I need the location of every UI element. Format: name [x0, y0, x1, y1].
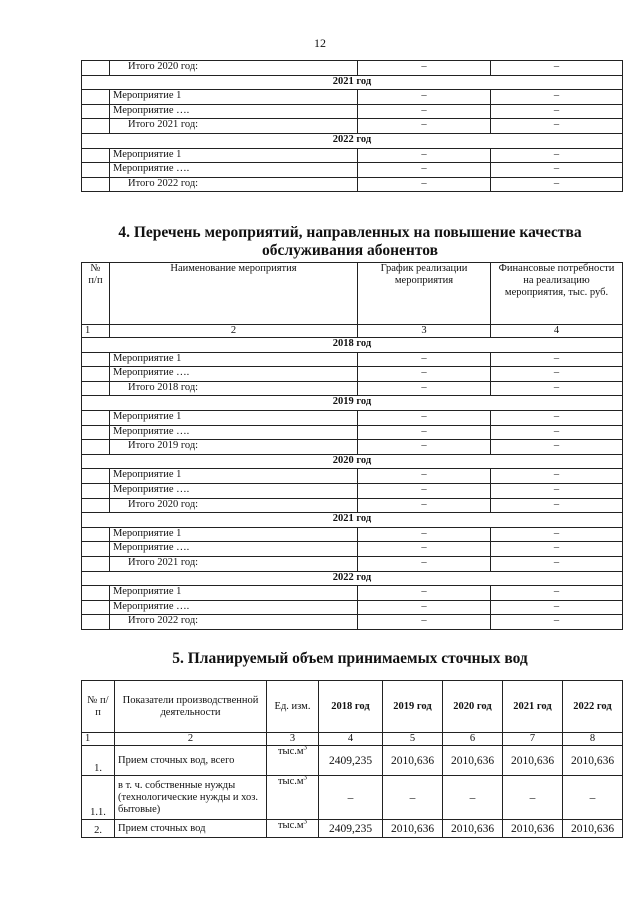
finance-value: – [491, 410, 623, 425]
measure-label: Мероприятие 1 [110, 527, 358, 542]
total-label: Итого 2020 год: [110, 61, 358, 76]
num-cell [82, 527, 110, 542]
col-number: 2 [115, 733, 267, 746]
indicator-label: в т. ч. собственные нужды (технологические нужды и хоз. бытовые) [115, 776, 267, 820]
indicator-row [82, 746, 623, 776]
header-year: 2020 год [443, 681, 503, 733]
header-num: № п/п [82, 681, 115, 733]
header-indicator: Показатели производственной деятельности [115, 681, 267, 733]
schedule-value: – [358, 556, 491, 571]
measure-label: Мероприятие 1 [110, 148, 358, 163]
year-value: 2409,235 [319, 746, 383, 776]
measure-row [82, 90, 623, 105]
year-row [82, 571, 623, 586]
total-label: Итого 2020 год: [110, 498, 358, 513]
year-row [82, 338, 623, 353]
header-year: 2021 год [503, 681, 563, 733]
finance-value: – [491, 148, 623, 163]
finance-value: – [491, 469, 623, 484]
measure-label: Мероприятие …. [110, 367, 358, 382]
schedule-value: – [358, 381, 491, 396]
num-cell [82, 163, 110, 178]
total-row [82, 61, 623, 76]
total-row [82, 615, 623, 630]
num-cell [82, 90, 110, 105]
year-value: 2010,636 [503, 746, 563, 776]
num-cell [82, 61, 110, 76]
schedule-value: – [358, 104, 491, 119]
finance-value: – [491, 542, 623, 557]
schedule-value: – [358, 600, 491, 615]
measure-row [82, 352, 623, 367]
num-cell [82, 498, 110, 513]
finance-value: – [491, 367, 623, 382]
finance-value: – [491, 381, 623, 396]
schedule-value: – [358, 615, 491, 630]
measure-label: Мероприятие …. [110, 483, 358, 498]
measure-row [82, 163, 623, 178]
measure-label: Мероприятие …. [110, 600, 358, 615]
unit-superscript: 3 [303, 819, 308, 826]
indicator-label: Прием сточных вод [115, 820, 267, 838]
column-numbers-row [82, 325, 623, 338]
year-value: 2010,636 [443, 746, 503, 776]
row-num: 1. [82, 746, 115, 776]
header-year: 2018 год [319, 681, 383, 733]
year-label: 2022 год [82, 133, 623, 148]
year-label: 2021 год [82, 75, 623, 90]
finance-value: – [491, 600, 623, 615]
num-cell [82, 469, 110, 484]
continued-measures-table [81, 60, 623, 192]
col-number: 1 [82, 733, 115, 746]
header-row [82, 263, 623, 325]
schedule-value: – [358, 90, 491, 105]
col-number: 6 [443, 733, 503, 746]
total-label: Итого 2022 год: [110, 615, 358, 630]
year-row [82, 454, 623, 469]
year-value: – [319, 776, 383, 820]
total-row [82, 119, 623, 134]
finance-value: – [491, 483, 623, 498]
num-cell [82, 556, 110, 571]
page-number: 12 [314, 36, 326, 50]
finance-value: – [491, 527, 623, 542]
num-cell [82, 440, 110, 455]
col-number: 4 [491, 325, 623, 338]
total-label: Итого 2022 год: [110, 177, 358, 192]
year-label: 2020 год [82, 454, 623, 469]
customer-service-measures-table [81, 262, 623, 630]
schedule-value: – [358, 498, 491, 513]
row-num: 2. [82, 820, 115, 838]
col-number: 3 [267, 733, 319, 746]
num-cell [82, 586, 110, 601]
finance-value: – [491, 177, 623, 192]
col-number: 4 [319, 733, 383, 746]
year-row [82, 396, 623, 411]
finance-value: – [491, 352, 623, 367]
year-row [82, 75, 623, 90]
measure-row [82, 410, 623, 425]
schedule-value: – [358, 177, 491, 192]
measure-row [82, 483, 623, 498]
finance-value: – [491, 163, 623, 178]
num-cell [82, 177, 110, 192]
year-value: 2010,636 [503, 820, 563, 838]
header-unit: Ед. изм. [267, 681, 319, 733]
unit-text: тыс.м [277, 776, 304, 787]
year-label: 2022 год [82, 571, 623, 586]
total-row [82, 177, 623, 192]
indicator-row [82, 776, 623, 820]
schedule-value: – [358, 469, 491, 484]
finance-value: – [491, 119, 623, 134]
col-number: 3 [358, 325, 491, 338]
measure-row [82, 542, 623, 557]
wastewater-volume-table [81, 680, 623, 838]
col-number: 1 [82, 325, 110, 338]
num-cell [82, 104, 110, 119]
schedule-value: – [358, 163, 491, 178]
schedule-value: – [358, 352, 491, 367]
num-cell [82, 410, 110, 425]
total-row [82, 381, 623, 396]
measure-row [82, 600, 623, 615]
finance-value: – [491, 425, 623, 440]
col-number: 8 [563, 733, 623, 746]
schedule-value: – [358, 483, 491, 498]
section4-title [60, 224, 640, 260]
measure-label: Мероприятие …. [110, 425, 358, 440]
year-value: 2010,636 [563, 820, 623, 838]
column-numbers-row [82, 733, 623, 746]
section4-title-line1: 4. Перечень мероприятий, направленных на повышение качества [118, 224, 582, 241]
year-value: 2010,636 [383, 746, 443, 776]
measure-label: Мероприятие 1 [110, 469, 358, 484]
measure-label: Мероприятие 1 [110, 410, 358, 425]
year-value: – [443, 776, 503, 820]
finance-value: – [491, 90, 623, 105]
measure-label: Мероприятие …. [110, 542, 358, 557]
measure-label: Мероприятие …. [110, 163, 358, 178]
num-cell [82, 148, 110, 163]
measure-label: Мероприятие 1 [110, 586, 358, 601]
year-value: – [383, 776, 443, 820]
measure-label: Мероприятие …. [110, 104, 358, 119]
finance-value: – [491, 615, 623, 630]
unit-cell [267, 776, 319, 820]
header-finance: Финансовые потребности на реализацию мероприятия, тыс. руб. [491, 263, 623, 325]
measure-label: Мероприятие 1 [110, 352, 358, 367]
header-schedule: График реализации мероприятия [358, 263, 491, 325]
schedule-value: – [358, 542, 491, 557]
schedule-value: – [358, 119, 491, 134]
year-label: 2019 год [82, 396, 623, 411]
measure-label: Мероприятие 1 [110, 90, 358, 105]
schedule-value: – [358, 367, 491, 382]
unit-cell [267, 820, 319, 838]
measure-row [82, 104, 623, 119]
measure-row [82, 425, 623, 440]
schedule-value: – [358, 527, 491, 542]
total-label: Итого 2021 год: [110, 556, 358, 571]
col-number: 5 [383, 733, 443, 746]
num-cell [82, 119, 110, 134]
year-value: 2409,235 [319, 820, 383, 838]
year-row [82, 513, 623, 528]
col-number: 2 [110, 325, 358, 338]
year-value: 2010,636 [563, 746, 623, 776]
schedule-value: – [358, 440, 491, 455]
measure-row [82, 469, 623, 484]
num-cell [82, 483, 110, 498]
year-value: 2010,636 [443, 820, 503, 838]
num-cell [82, 381, 110, 396]
schedule-value: – [358, 425, 491, 440]
measure-row [82, 586, 623, 601]
measure-row [82, 527, 623, 542]
year-value: 2010,636 [383, 820, 443, 838]
row-num: 1.1. [82, 776, 115, 820]
finance-value: – [491, 61, 623, 76]
num-cell [82, 352, 110, 367]
unit-superscript: 3 [303, 775, 308, 782]
header-year: 2019 год [383, 681, 443, 733]
total-row [82, 556, 623, 571]
total-label: Итого 2021 год: [110, 119, 358, 134]
year-value: – [503, 776, 563, 820]
header-row [82, 681, 623, 733]
num-cell [82, 367, 110, 382]
schedule-value: – [358, 586, 491, 601]
finance-value: – [491, 556, 623, 571]
header-name: Наименование мероприятия [110, 263, 358, 325]
num-cell [82, 425, 110, 440]
finance-value: – [491, 498, 623, 513]
measure-row [82, 148, 623, 163]
indicator-label: Прием сточных вод, всего [115, 746, 267, 776]
total-label: Итого 2019 год: [110, 440, 358, 455]
finance-value: – [491, 104, 623, 119]
section5-title: 5. Планируемый объем принимаемых сточных вод [172, 650, 528, 667]
header-year: 2022 год [563, 681, 623, 733]
year-label: 2018 год [82, 338, 623, 353]
finance-value: – [491, 586, 623, 601]
indicator-row [82, 820, 623, 838]
schedule-value: – [358, 61, 491, 76]
header-num: № п/п [82, 263, 110, 325]
measure-row [82, 367, 623, 382]
num-cell [82, 542, 110, 557]
total-label: Итого 2018 год: [110, 381, 358, 396]
year-value: – [563, 776, 623, 820]
section4-title-line2: обслуживания абонентов [262, 242, 438, 259]
num-cell [82, 615, 110, 630]
total-row [82, 440, 623, 455]
unit-cell [267, 746, 319, 776]
schedule-value: – [358, 410, 491, 425]
total-row [82, 498, 623, 513]
unit-text: тыс.м [277, 746, 304, 757]
schedule-value: – [358, 148, 491, 163]
unit-superscript: 3 [303, 745, 308, 752]
year-row [82, 133, 623, 148]
year-label: 2021 год [82, 513, 623, 528]
col-number: 7 [503, 733, 563, 746]
num-cell [82, 600, 110, 615]
unit-text: тыс.м [277, 820, 304, 831]
finance-value: – [491, 440, 623, 455]
